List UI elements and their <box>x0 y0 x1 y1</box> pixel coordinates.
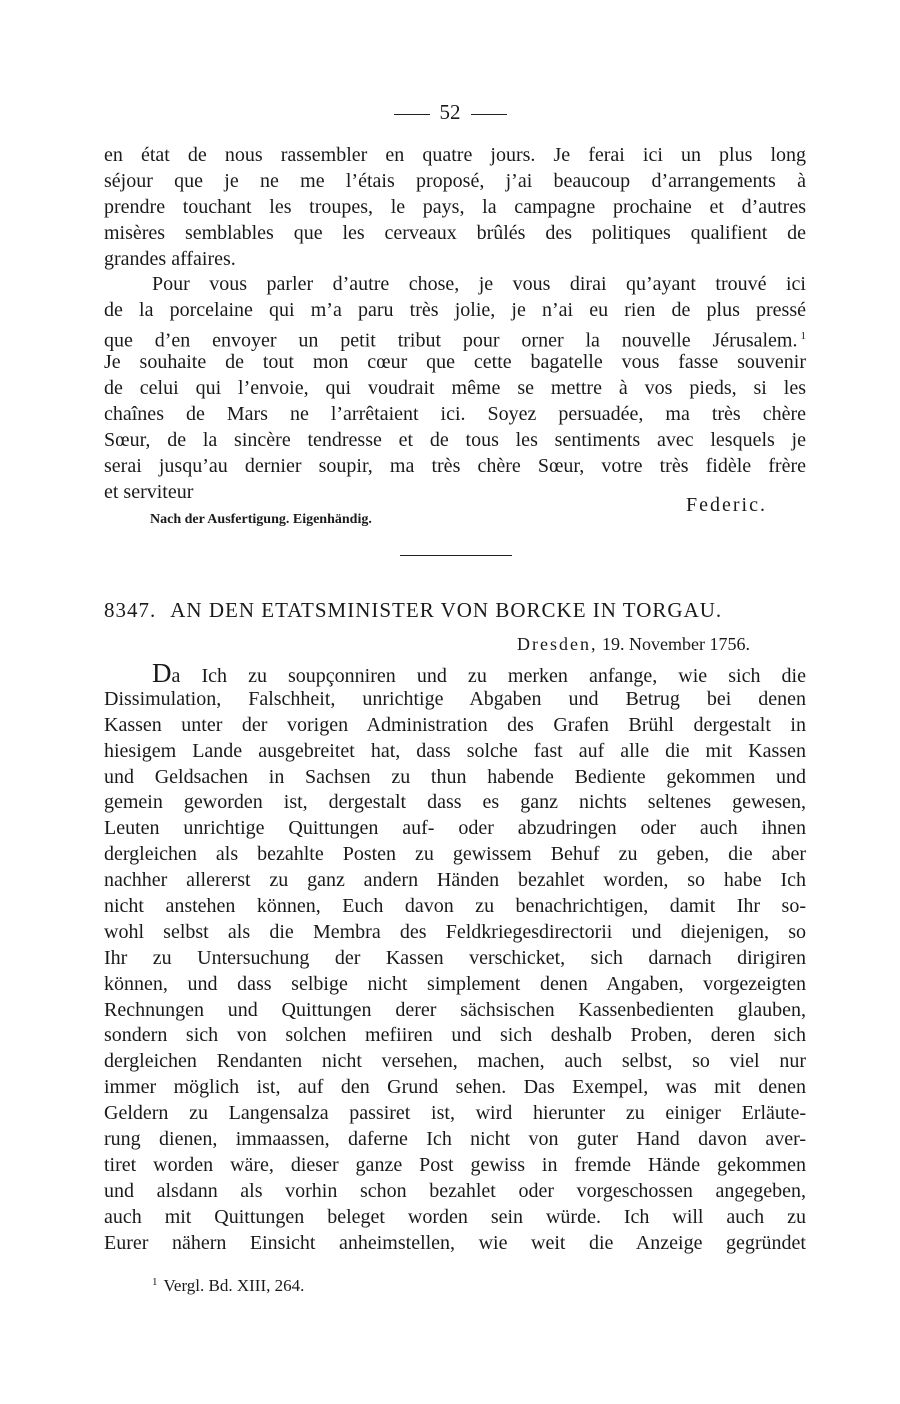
text-line: Ihr zu Untersuchung der Kassen verschicket, sich darnach dirigiren <box>104 946 806 969</box>
text-line: chaînes de Mars ne l’arrêtaient ici. Soyez persuadée, ma très chère <box>104 402 806 425</box>
text-line: de celui qui l’envoie, qui voudrait même se mettre à vos pieds, si les <box>104 377 806 400</box>
text-line: serai jusqu’au dernier soupir, ma très chère Sœur, votre très fidèle frère <box>104 454 806 477</box>
text-line <box>104 324 806 350</box>
text-line: et serviteur <box>104 480 194 503</box>
letter-1-text <box>104 143 806 505</box>
text-line: wohl selbst als die Membra des Feldkriegesdirectorii und diejenigen, so <box>104 920 806 943</box>
text-line: hiesigem Lande ausgebreitet hat, dass solche fast auf alle die mit Kassen <box>104 739 806 762</box>
letter-title: AN DEN ETATSMINISTER VON BORCKE IN TORGAU. <box>170 598 723 622</box>
text-line: prendre touchant les troupes, le pays, la campagne prochaine et d’autres <box>104 195 806 218</box>
text-line: en état de nous rassembler en quatre jours. Je ferai ici un plus long <box>104 144 806 166</box>
letter-heading <box>104 598 806 623</box>
footnote <box>152 1276 304 1296</box>
text-line-content: que d’en envoyer un petit tribut pour orner la nouvelle Jérusalem. <box>104 329 798 352</box>
text-line: Dissimulation, Falschheit, unrichtige Abgaben und Betrug bei denen <box>104 687 806 710</box>
page-number: 52 <box>439 100 461 124</box>
text-line: nicht anstehen können, Euch davon zu benachrichtigen, damit Ihr so- <box>104 895 806 918</box>
text-line: grandes affaires. <box>104 247 236 270</box>
footnote-text: Vergl. Bd. XIII, 264. <box>163 1276 305 1295</box>
text-line: Leuten unrichtige Quittungen auf- oder abzudringen oder auch ihnen <box>104 817 806 840</box>
text-line: séjour que je ne me l’étais proposé, j’ai beaucoup d’arrangements à <box>104 169 806 192</box>
section-divider <box>400 555 512 556</box>
text-line: Pour vous parler d’autre chose, je vous dirai qu’ayant trouvé ici <box>152 273 806 296</box>
text-line: und Geldsachen in Sachsen zu thun habende Bediente gekommen und <box>104 765 806 788</box>
text-line: Rechnungen und Quittungen derer sächsischen Kassenbedienten glauben, <box>104 998 806 1021</box>
text-line: Geldern zu Langensalza passiret ist, wird hierunter zu einiger Erläute- <box>104 1102 806 1125</box>
text-line: immer möglich ist, auf den Grund sehen. Das Exempel, was mit denen <box>104 1076 806 1099</box>
text-line: Eurer nähern Einsicht anheimstellen, wie weit die Anzeige gegründet <box>104 1231 806 1254</box>
dateline <box>517 634 750 655</box>
dateline-place: Dresden, <box>517 634 598 654</box>
drop-cap: D <box>152 658 172 688</box>
text-line: auch mit Quittungen beleget worden sein würde. Ich will auch zu <box>104 1205 806 1228</box>
text-line: nachher allererst zu ganz andern Händen bezahlet worden, so habe Ich <box>104 869 806 892</box>
text-line: tiret worden wäre, dieser ganze Post gewiss in fremde Hände gekommen <box>104 1153 806 1176</box>
letter-2-text <box>104 658 806 1256</box>
signature: Federic. <box>686 494 767 516</box>
footnote-mark: 1 <box>152 1276 158 1288</box>
dateline-date: 19. November 1756. <box>601 634 750 654</box>
text-line <box>104 658 806 688</box>
text-line: gemein geworden ist, dergestalt dass es ganz nichts seltenes gewesen, <box>104 791 806 814</box>
text-line: rung dienen, immaassen, daferne Ich nicht von guter Hand davon aver- <box>104 1128 806 1151</box>
text-line: und alsdann als vorhin schon bezahlet oder vorgeschossen angegeben, <box>104 1179 806 1202</box>
page-header <box>0 100 900 125</box>
text-line: können, und dass selbige nicht simplement denen Angaben, vorgezeigten <box>104 972 806 995</box>
text-line: dergleichen als bezahlte Posten zu gewissem Behuf zu geben, die aber <box>104 843 806 866</box>
text-line: Je souhaite de tout mon cœur que cette bagatelle vous fasse souvenir <box>104 351 806 374</box>
text-line: misères semblables que les cerveaux brûlés des politiques qualifient de <box>104 221 806 244</box>
footnote-reference: 1 <box>800 330 806 343</box>
text-line: de la porcelaine qui m’a paru très jolie, je n’ai eu rien de plus pressé <box>104 299 806 322</box>
header-dash-left <box>394 114 430 115</box>
source-note: Nach der Ausfertigung. Eigenhändig. <box>150 512 372 527</box>
text-line: Kassen unter der vorigen Administration des Grafen Brühl dergestalt in <box>104 713 806 736</box>
header-dash-right <box>471 114 507 115</box>
text-line: Sœur, de la sincère tendresse et de tous les sentiments avec lesquels je <box>104 428 806 451</box>
letter-number: 8347. <box>104 598 157 622</box>
text-line: sondern sich von solchen mefiiren und sich deshalb Proben, deren sich <box>104 1024 806 1047</box>
text-line-content: a Ich zu soupçonniren und zu merken anfange, wie sich die <box>171 665 806 687</box>
text-line: dergleichen Rendanten nicht versehen, machen, auch selbst, so viel nur <box>104 1050 806 1073</box>
